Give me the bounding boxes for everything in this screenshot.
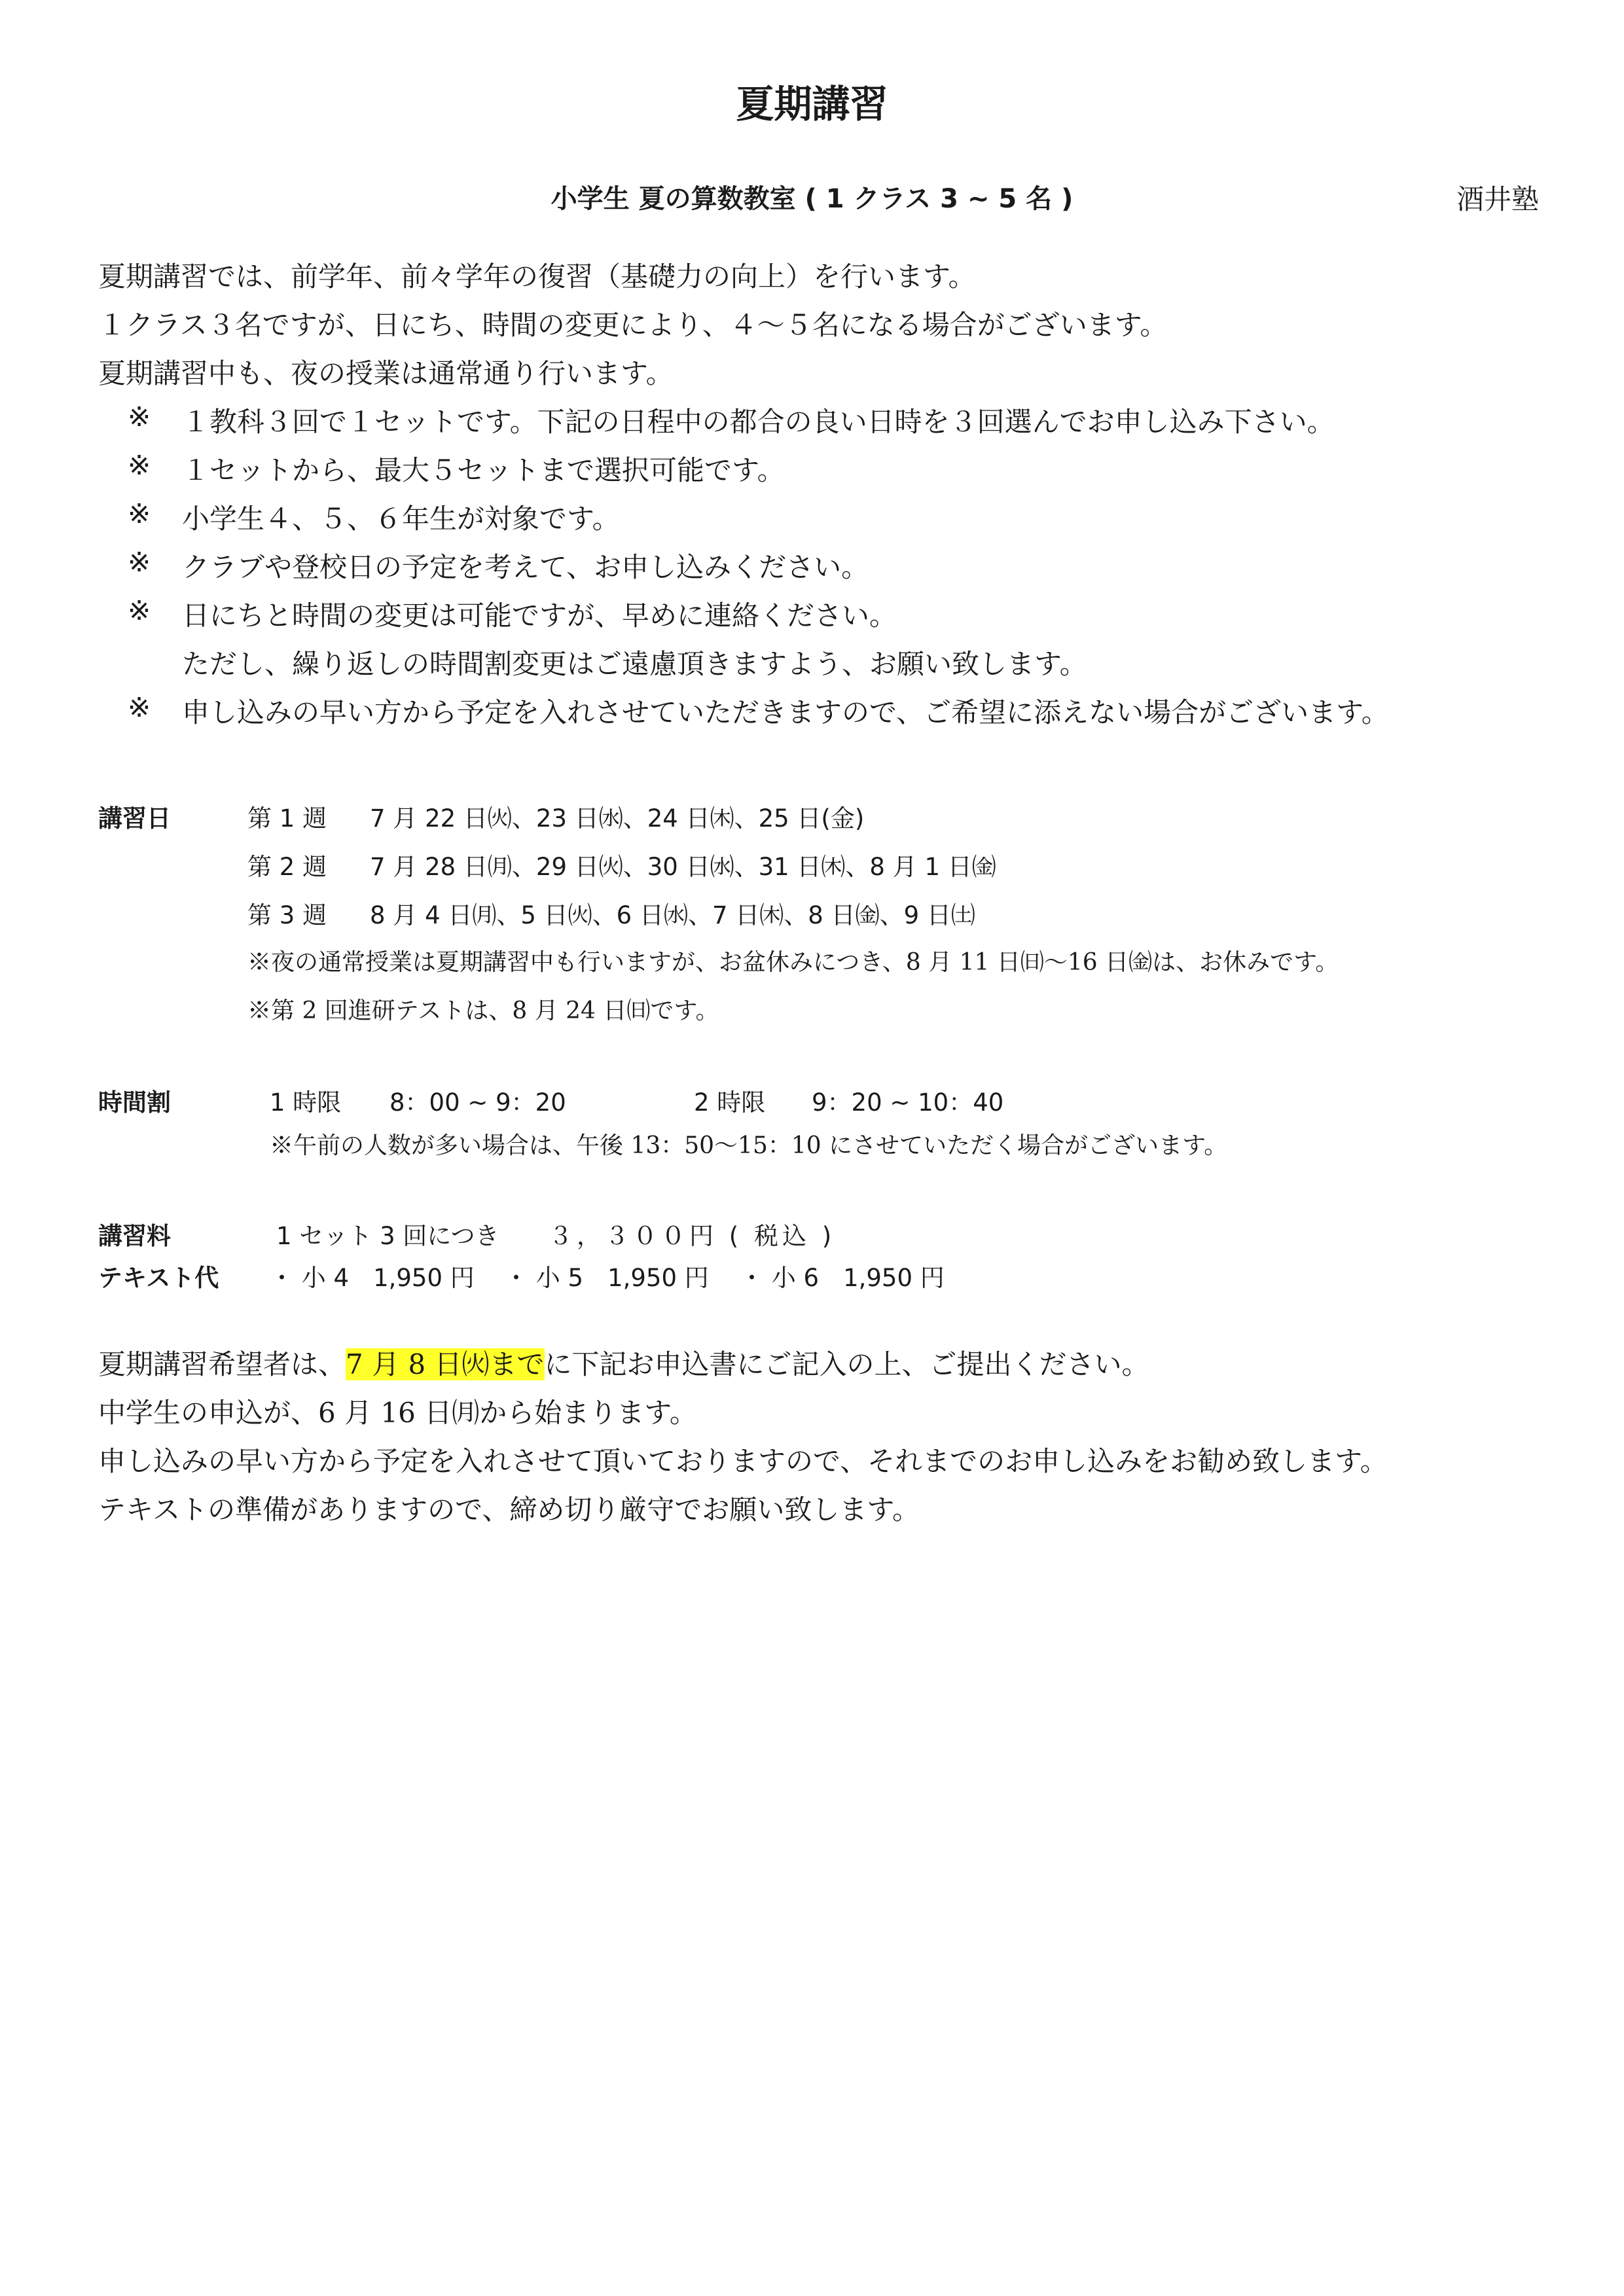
fee-label: 講習料 xyxy=(98,1222,171,1250)
period-2-time: 9：20 ~ 10：40 xyxy=(812,1088,1004,1117)
page-title: 夏期講習 xyxy=(736,82,888,126)
schedule-label: 講習日 xyxy=(98,804,171,833)
note-2: １セットから、最大５セットまで選択可能です。 xyxy=(182,454,785,486)
note-mark: ※ xyxy=(128,449,151,481)
note-4: クラブや登校日の予定を考えて、お申し込みください。 xyxy=(182,551,869,583)
schedule-week-1: 第 1 週 xyxy=(247,804,327,833)
note-mark: ※ xyxy=(128,497,151,529)
early-booking-note: 申し込みの早い方から予定を入れさせて頂いておりますので、それまでのお申し込みをお勧め致します。 xyxy=(98,1445,1388,1477)
intro-line-1: 夏期講習では、前学年、前々学年の復習（基礎力の向上）を行います。 xyxy=(98,260,976,293)
junior-high-note: 中学生の申込が、6 月 16 日㈪から始まります。 xyxy=(98,1397,697,1429)
schedule-week-2: 第 2 週 xyxy=(247,853,327,881)
note-1: １教科３回で１セットです。下記の日程中の都合の良い日時を３回選んでお申し込み下さい。 xyxy=(182,406,1335,438)
text-price-grade-6: ・ 小 6 1,950 円 xyxy=(740,1264,945,1292)
deadline-line xyxy=(98,1343,1149,1382)
schedule-dates-1: 7 月 22 日㈫、23 日㈬、24 日㈭、25 日(金) xyxy=(370,804,865,833)
note-mark: ※ xyxy=(128,594,151,626)
text-deadline-note: テキストの準備がありますので、締め切り厳守でお願い致します。 xyxy=(98,1494,920,1526)
deadline-suffix: に下記お申込書にご記入の上、ご提出ください。 xyxy=(544,1348,1149,1380)
note-5: 日にちと時間の変更は可能ですが、早めに連絡ください。 xyxy=(182,600,897,632)
text-fee-label: テキスト代 xyxy=(98,1264,219,1292)
intro-line-2: １クラス３名ですが、日にち、時間の変更により、４～５名になる場合がございます。 xyxy=(98,309,1168,341)
period-2-label: 2 時限 xyxy=(694,1088,766,1117)
schedule-note-test: ※第 2 回進研テストは、8 月 24 日㈰です。 xyxy=(247,997,719,1024)
schedule-week-3: 第 3 週 xyxy=(247,901,327,929)
note-6: 申し込みの早い方から予定を入れさせていただきますので、ご希望に添えない場合がございます。 xyxy=(182,696,1389,728)
fee-amount: ３，３００円 ( 税込 ) xyxy=(549,1222,836,1250)
school-name: 酒井塾 xyxy=(1456,183,1539,215)
deadline-prefix: 夏期講習希望者は、 xyxy=(98,1348,346,1380)
timetable-label: 時間割 xyxy=(98,1088,171,1117)
schedule-dates-3: 8 月 4 日㈪、5 日㈫、6 日㈬、7 日㈭、8 日㈮、9 日㈯ xyxy=(370,901,975,929)
fee-description: 1 セット 3 回につき xyxy=(276,1222,499,1250)
note-mark: ※ xyxy=(128,691,151,723)
text-price-grade-4: ・ 小 4 1,950 円 xyxy=(270,1264,475,1292)
note-5-continued: ただし、繰り返しの時間割変更はご遠慮頂きますよう、お願い致します。 xyxy=(182,648,1087,680)
text-price-grade-5: ・ 小 5 1,950 円 xyxy=(504,1264,709,1292)
schedule-dates-2: 7 月 28 日㈪、29 日㈫、30 日㈬、31 日㈭、8 月 1 日㈮ xyxy=(370,853,996,881)
note-mark: ※ xyxy=(128,546,151,578)
intro-line-3: 夏期講習中も、夜の授業は通常通り行います。 xyxy=(98,357,674,389)
course-subtitle: 小学生 夏の算数教室 ( 1 クラス 3 ~ 5 名 ) xyxy=(550,184,1074,214)
note-mark: ※ xyxy=(128,401,151,433)
period-1-label: 1 時限 xyxy=(270,1088,342,1117)
timetable-note: ※午前の人数が多い場合は、午後 13：50～15：10 にさせていただく場合がございます。 xyxy=(270,1132,1228,1159)
deadline-highlight: 7 月 8 日㈫まで xyxy=(346,1348,545,1380)
schedule-note-obon: ※夜の通常授業は夏期講習中も行いますが、お盆休みにつき、8 月 11 日㈰～16 日㈮は、お休みです。 xyxy=(247,949,1339,976)
note-3: 小学生４、５、６年生が対象です。 xyxy=(182,503,620,535)
period-1-time: 8：00 ~ 9：20 xyxy=(389,1088,566,1117)
